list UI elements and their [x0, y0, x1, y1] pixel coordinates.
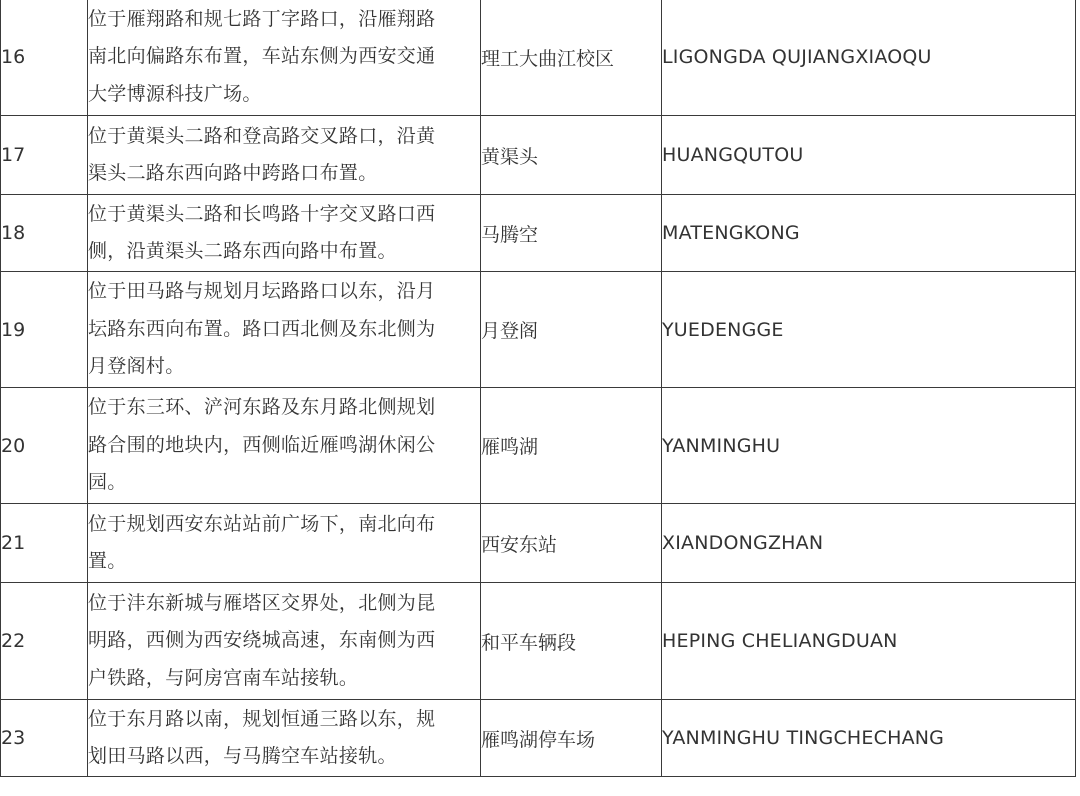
location-line: 月登阁村。 — [88, 355, 185, 378]
table-row — [1, 272, 1076, 388]
location-line: 侧，沿黄渠头二路东西向路中布置。 — [88, 240, 397, 262]
station-number: 23 — [1, 700, 88, 777]
location-line: 位于黄渠头二路和登高路交叉路口，沿黄 — [88, 124, 436, 147]
station-number: 20 — [1, 388, 88, 504]
station-name-cn: 黄渠头 — [481, 116, 662, 195]
station-name-en: HEPING CHELIANGDUAN — [662, 583, 1076, 700]
location-line: 南北向偏路东布置，车站东侧为西安交通 — [88, 45, 436, 68]
location-line: 明路，西侧为西安绕城高速，东南侧为西 — [88, 629, 436, 652]
station-name-en: HUANGQUTOU — [662, 116, 1076, 195]
station-number: 16 — [1, 0, 88, 116]
station-location — [88, 700, 481, 777]
table-row — [1, 116, 1076, 195]
table-row — [1, 700, 1076, 777]
table-row — [1, 583, 1076, 700]
station-name-en: YUEDENGGE — [662, 272, 1076, 388]
location-line: 位于东月路以南，规划恒通三路以东，规 — [88, 707, 436, 730]
location-line: 坛路东西向布置。路口西北侧及东北侧为 — [88, 317, 436, 340]
station-number: 19 — [1, 272, 88, 388]
station-number: 22 — [1, 583, 88, 700]
station-location — [88, 0, 481, 116]
location-line: 划田马路以西，与马腾空车站接轨。 — [88, 745, 397, 767]
station-name-cn: 理工大曲江校区 — [481, 0, 662, 116]
station-location — [88, 583, 481, 700]
location-line: 位于黄渠头二路和长鸣路十字交叉路口西 — [88, 202, 436, 225]
station-location — [88, 116, 481, 195]
station-number: 21 — [1, 504, 88, 583]
location-line: 园。 — [88, 471, 127, 494]
station-number: 17 — [1, 116, 88, 195]
station-name-cn: 西安东站 — [481, 504, 662, 583]
location-line: 位于东三环、浐河东路及东月路北侧规划 — [88, 396, 436, 419]
location-line: 大学博源科技广场。 — [88, 82, 262, 105]
location-line: 渠头二路东西向路中跨路口布置。 — [88, 162, 378, 184]
table-row — [1, 504, 1076, 583]
station-location — [88, 272, 481, 388]
table-row — [1, 0, 1076, 116]
location-line: 位于雁翔路和规七路丁字路口，沿雁翔路 — [88, 7, 436, 30]
table-row — [1, 195, 1076, 272]
station-name-en: LIGONGDA QUJIANGXIAOQU — [662, 0, 1076, 116]
station-name-en: MATENGKONG — [662, 195, 1076, 272]
location-line: 位于规划西安东站站前广场下，南北向布 — [88, 512, 436, 535]
station-name-cn: 雁鸣湖 — [481, 388, 662, 504]
station-name-cn: 雁鸣湖停车场 — [481, 700, 662, 777]
station-location — [88, 195, 481, 272]
location-line: 路合围的地块内，西侧临近雁鸣湖休闲公 — [88, 433, 436, 456]
station-name-cn: 和平车辆段 — [481, 583, 662, 700]
station-name-en: YANMINGHU — [662, 388, 1076, 504]
location-line: 位于田马路与规划月坛路路口以东，沿月 — [88, 280, 436, 303]
location-line: 置。 — [88, 550, 127, 572]
station-location — [88, 504, 481, 583]
station-name-en: YANMINGHU TINGCHECHANG — [662, 700, 1076, 777]
station-name-cn: 马腾空 — [481, 195, 662, 272]
station-location — [88, 388, 481, 504]
station-name-en: XIANDONGZHAN — [662, 504, 1076, 583]
station-number: 18 — [1, 195, 88, 272]
location-line: 户铁路，与阿房宫南车站接轨。 — [88, 666, 359, 689]
station-name-cn: 月登阁 — [481, 272, 662, 388]
location-line: 位于沣东新城与雁塔区交界处，北侧为昆 — [88, 591, 436, 614]
table-row — [1, 388, 1076, 504]
